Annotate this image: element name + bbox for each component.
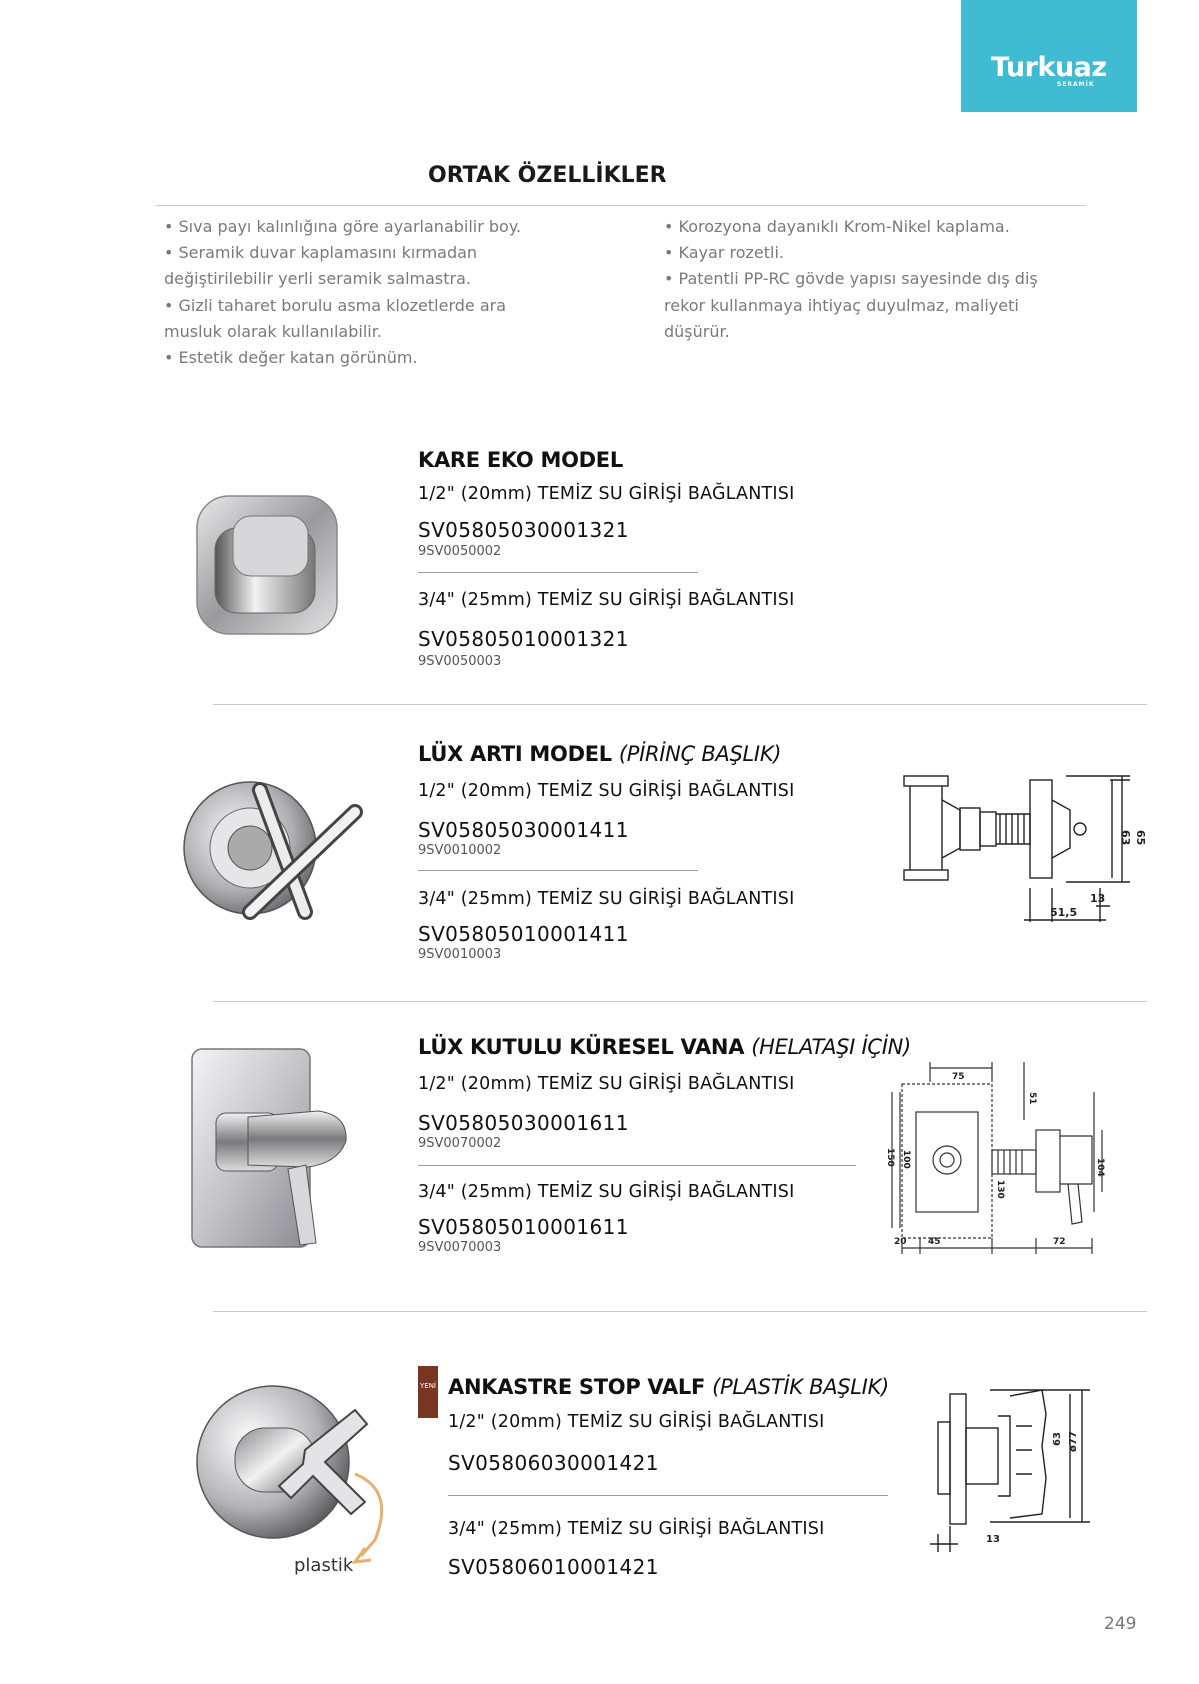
feature-line: rekor kullanmaya ihtiyaç duyulmaz, maliyeti xyxy=(664,295,1019,315)
feature-line: • Korozyona dayanıklı Krom-Nikel kaplama. xyxy=(664,217,1010,236)
product-code: SV05805030001611 xyxy=(418,1111,629,1135)
product-subcode: 9SV0050003 xyxy=(418,654,502,669)
product-title xyxy=(418,1035,911,1059)
product-title-note: (PLASTİK BAŞLIK) xyxy=(712,1375,889,1399)
product-title-main: ANKASTRE STOP VALF xyxy=(448,1375,706,1399)
product-image-valve-boxed xyxy=(188,1045,358,1250)
new-badge: YENİ xyxy=(418,1366,438,1418)
feature-line: • Patentli PP-RC gövde yapısı sayesinde dış diş xyxy=(664,269,1038,289)
brand-tagline: SERAMİK xyxy=(1057,81,1095,88)
product-code: SV05805030001321 xyxy=(418,518,629,542)
product-subcode: 9SV0050002 xyxy=(418,544,502,559)
brand-name: Turkuaz xyxy=(991,52,1107,83)
product-code: SV05805030001411 xyxy=(418,818,629,842)
brand-logo xyxy=(961,0,1137,112)
feature-line: • Sıva payı kalınlığına göre ayarlanabilir boy. xyxy=(164,217,522,236)
dimension-label: 13 xyxy=(986,1534,1000,1545)
feature-line: • Kayar rozetli. xyxy=(664,243,784,263)
divider xyxy=(418,572,698,573)
product-title-note: (HELATAŞI İÇİN) xyxy=(751,1035,911,1059)
product-subcode: 9SV0010003 xyxy=(418,947,502,962)
product-image-valve-square xyxy=(185,488,350,643)
connection-label: 1/2" (20mm) TEMİZ SU GİRİŞİ BAĞLANTISI xyxy=(418,484,795,504)
feature-line: musluk olarak kullanılabilir. xyxy=(164,321,382,341)
dimension-label: 13 xyxy=(1090,892,1106,905)
page-number: 249 xyxy=(1104,1614,1137,1634)
connection-label: 1/2" (20mm) TEMİZ SU GİRİŞİ BAĞLANTISI xyxy=(418,1074,795,1094)
dimension-label: 100 xyxy=(901,1150,911,1169)
dimension-label: 72 xyxy=(1053,1237,1066,1247)
product-code: SV05806010001421 xyxy=(448,1555,659,1579)
technical-drawing-stop-valf xyxy=(920,1386,1100,1558)
connection-label: 3/4" (25mm) TEMİZ SU GİRİŞİ BAĞLANTISI xyxy=(418,889,795,909)
product-image-valve-cross xyxy=(180,770,365,935)
dimension-label: 63 xyxy=(1119,830,1132,846)
divider xyxy=(213,704,1147,705)
product-code: SV05806030001421 xyxy=(448,1451,659,1475)
feature-line: • Seramik duvar kaplamasını kırmadan xyxy=(164,243,478,263)
dimension-label: 20 xyxy=(894,1237,907,1247)
dimension-label: 65 xyxy=(1134,830,1147,846)
product-title-main: LÜX KUTULU KÜRESEL VANA xyxy=(418,1035,745,1059)
features-right xyxy=(664,214,1038,345)
section-title: ORTAK ÖZELLİKLER xyxy=(428,163,667,188)
divider xyxy=(213,1001,1147,1002)
divider xyxy=(213,1311,1147,1312)
product-title xyxy=(418,742,781,766)
dimension-label: 75 xyxy=(952,1072,965,1082)
connection-label: 3/4" (25mm) TEMİZ SU GİRİŞİ BAĞLANTISI xyxy=(418,590,795,610)
dimension-label: 45 xyxy=(928,1237,941,1247)
dimension-label: 150 xyxy=(885,1148,895,1167)
dimension-label: 51,5 xyxy=(1050,906,1078,919)
dimension-label: 130 xyxy=(995,1180,1005,1199)
connection-label: 1/2" (20mm) TEMİZ SU GİRİŞİ BAĞLANTISI xyxy=(448,1412,825,1432)
features-left xyxy=(164,214,521,371)
product-title-main: LÜX ARTI MODEL xyxy=(418,742,612,766)
divider xyxy=(418,1165,856,1166)
product-title-note: (PİRİNÇ BAŞLIK) xyxy=(618,742,782,766)
dimension-label: ø77 xyxy=(1068,1431,1079,1452)
feature-line: • Estetik değer katan görünüm. xyxy=(164,348,418,368)
callout-label: plastik xyxy=(294,1555,354,1576)
product-image-stop-valve xyxy=(195,1380,400,1580)
divider xyxy=(448,1495,888,1496)
feature-line: düşürür. xyxy=(664,321,730,341)
technical-drawing-lux-kutulu xyxy=(885,1062,1120,1254)
connection-label: 3/4" (25mm) TEMİZ SU GİRİŞİ BAĞLANTISI xyxy=(448,1519,825,1539)
product-code: SV05805010001611 xyxy=(418,1215,629,1239)
product-code: SV05805010001321 xyxy=(418,627,629,651)
dimension-label: 104 xyxy=(1095,1158,1105,1177)
dimension-label: 63 xyxy=(1052,1432,1063,1446)
technical-drawing-lux-arti xyxy=(900,770,1150,930)
feature-line: • Gizli taharet borulu asma klozetlerde ara xyxy=(164,295,507,315)
product-code: SV05805010001411 xyxy=(418,922,629,946)
product-title xyxy=(448,1375,889,1399)
connection-label: 3/4" (25mm) TEMİZ SU GİRİŞİ BAĞLANTISI xyxy=(418,1182,795,1202)
divider xyxy=(418,870,698,871)
product-subcode: 9SV0070003 xyxy=(418,1240,502,1255)
product-subcode: 9SV0070002 xyxy=(418,1136,502,1151)
divider xyxy=(156,205,1086,206)
product-subcode: 9SV0010002 xyxy=(418,843,502,858)
connection-label: 1/2" (20mm) TEMİZ SU GİRİŞİ BAĞLANTISI xyxy=(418,781,795,801)
dimension-label: 51 xyxy=(1027,1092,1037,1105)
product-title: KARE EKO MODEL xyxy=(418,448,623,472)
feature-line: değiştirilebilir yerli seramik salmastra. xyxy=(164,269,471,289)
